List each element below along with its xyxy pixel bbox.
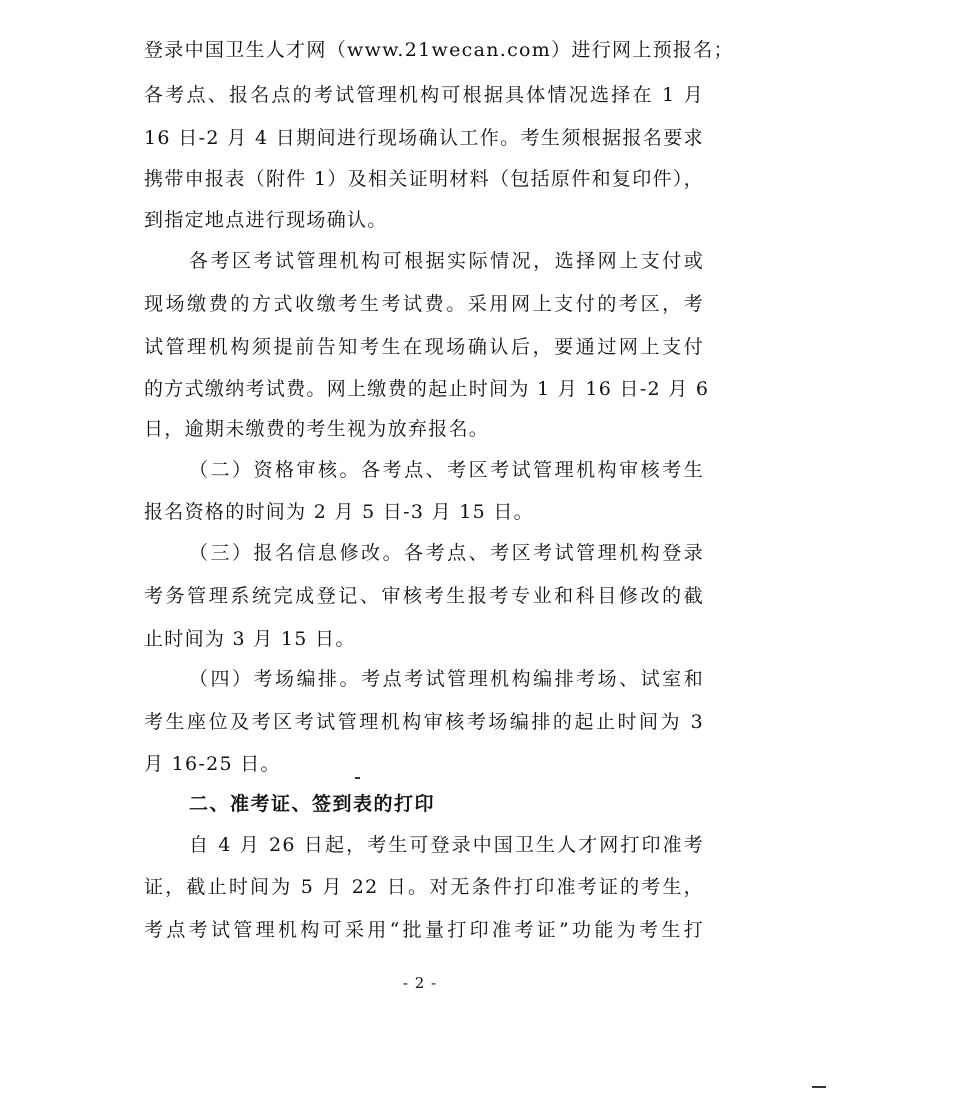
text-line: 证，截止时间为 5 月 22 日。对无条件打印准考证的考生，: [144, 876, 704, 898]
scan-speck: [355, 777, 360, 779]
text-line: 考点考试管理机构可采用“批量打印准考证”功能为考生打: [144, 919, 704, 941]
text-line: 考生座位及考区考试管理机构审核考场编排的起止时间为 3: [144, 711, 704, 733]
text-line: 携带申报表（附件 1）及相关证明材料（包括原件和复印件），: [144, 168, 704, 190]
section-heading: 二、准考证、签到表的打印: [189, 793, 436, 815]
text-line: 各考点、报名点的考试管理机构可根据具体情况选择在 1 月: [144, 84, 704, 106]
text-line: 试管理机构须提前告知考生在现场确认后，要通过网上支付: [144, 336, 704, 358]
text-line: 现场缴费的方式收缴考生考试费。采用网上支付的考区，考: [144, 293, 704, 315]
text-line: 报名资格的时间为 2 月 5 日-3 月 15 日。: [144, 501, 534, 523]
text-line: 自 4 月 26 日起，考生可登录中国卫生人才网打印准考: [189, 834, 704, 856]
text-line: （四）考场编排。考点考试管理机构编排考场、试室和: [189, 668, 704, 690]
text-line: 16 日-2 月 4 日期间进行现场确认工作。考生须根据报名要求: [144, 127, 704, 149]
text-line: （二）资格审核。各考点、考区考试管理机构审核考生: [189, 459, 704, 481]
text-line: 止时间为 3 月 15 日。: [144, 628, 356, 650]
text-line: 登录中国卫生人才网（www.21wecan.com）进行网上预报名；: [144, 39, 734, 61]
text-line: 的方式缴纳考试费。网上缴费的起止时间为 1 月 16 日-2 月 6: [144, 378, 710, 400]
text-line: 考务管理系统完成登记、审核考生报考专业和科目修改的截: [144, 585, 704, 607]
text-line: 各考区考试管理机构可根据实际情况，选择网上支付或: [189, 250, 704, 272]
text-line: 到指定地点进行现场确认。: [144, 209, 388, 231]
scan-speck: [812, 1086, 826, 1088]
text-line: 日，逾期未缴费的考生视为放弃报名。: [144, 418, 490, 440]
text-line: 月 16-25 日。: [144, 753, 281, 775]
text-line: （三）报名信息修改。各考点、考区考试管理机构登录: [189, 542, 704, 564]
page-number: - 2 -: [402, 974, 438, 992]
